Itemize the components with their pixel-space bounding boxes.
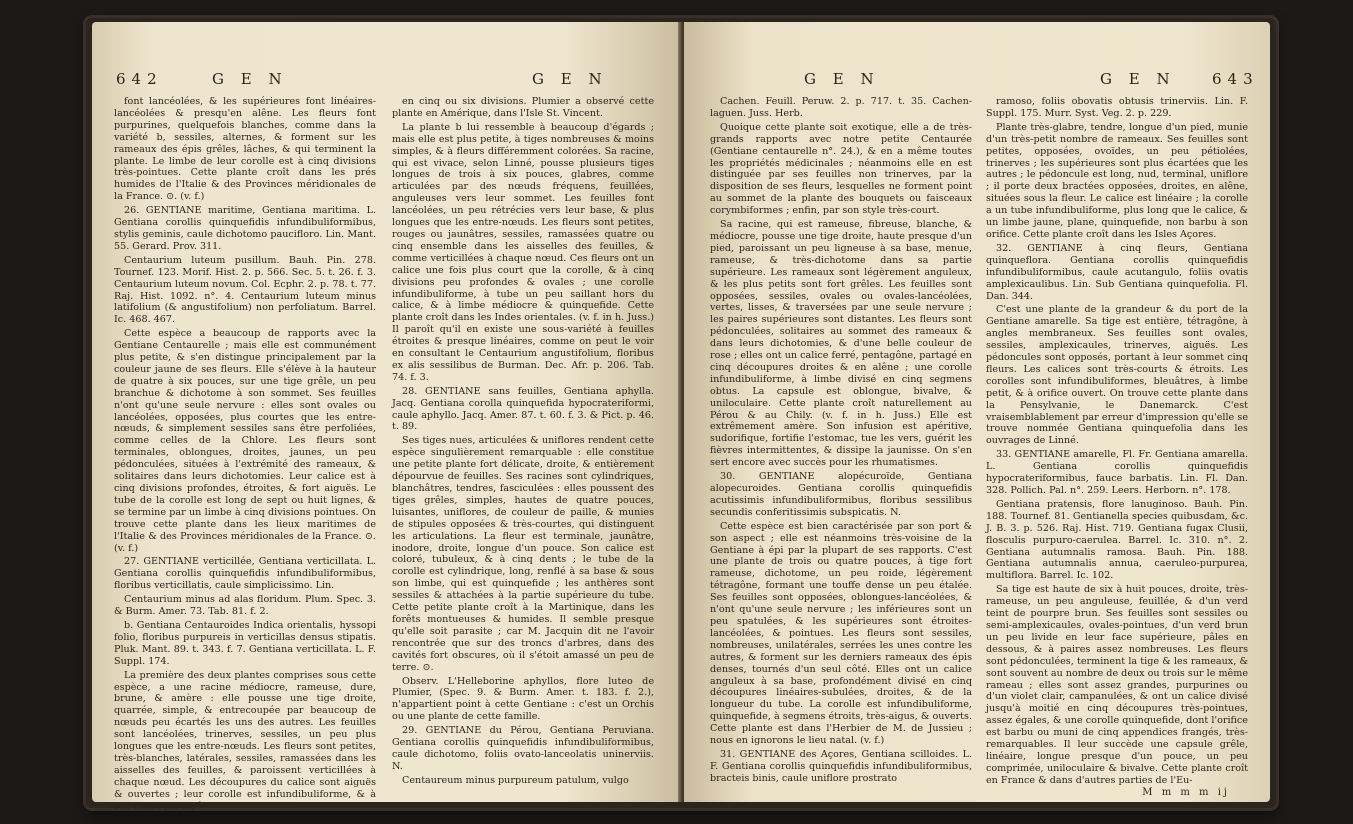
paragraph: 33. GENTIANE amarelle, Fl. Fr. Gentiana amarella. L. Gentiana corollis quinquefidis hypocrateriformibus, fauce barbatis. Lin. Fl. Dan. 328. Pollich. Pal. n°. 259. Leers. Herborn. n°. 178. xyxy=(986,449,1248,496)
left-head-word-1: G E N xyxy=(212,70,288,88)
open-book xyxy=(86,18,1276,812)
left-page-number: 642 xyxy=(116,70,163,88)
paragraph: 28. GENTIANE sans feuilles, Gentiana aphylla. Jacq. Gentiana corolla quinquefida hypocrateriformi, caule aphyllo. Jacq. Amer. 87. t. 60. f. 3. & Pict. p. 46. t. 89. xyxy=(392,385,654,433)
paragraph: Observ. L'Helleborine aphyllos, flore luteo de Plumier, (Spec. 9. & Burm. Amer. t. 183. f. 2.), n'appartient point à cette Gentiane : c'est un Orchis ou une plante de cette famille. xyxy=(392,675,654,723)
right-head-word-2: G E N xyxy=(1100,70,1176,88)
right-column-2 xyxy=(986,96,1248,796)
right-running-head xyxy=(684,70,1270,92)
paragraph: La première des deux plantes comprises sous cette espèce, a une racine médiocre, rameuse, dure, brune, & amère : elle pousse une tige droite, quarrée, simple, & entrecoupée par beaucoup de nœuds peu écartés les uns des autres. Les feuilles sont lancéolées, trinerves, sessiles, un peu plus longues que les entre-nœuds. Les fleurs sont petites, très-blanches, latérales, sessiles, ramassées dans les aisselles des feuilles, & paroissent verticillées à chaque nœud. Les découpures du calice sont aiguës & ouvertes ; leur corolle est infundibuliforme, & à son limbe partagé xyxy=(114,669,376,812)
left-column-1 xyxy=(114,96,376,812)
paragraph: Sa tige est haute de six à huit pouces, droite, très-rameuse, un peu anguleuse, feuillée, & d'un verd teint de pourpre brun. Ses feuilles sont sessiles ou semi-amplexicaules, ovales-pointues, d'un verd brun un peu livide en leur face supérieure, pâles en dessous, & à paires assez nombreuses. Les fleurs sont pédonculées, terminent la tige & les rameaux, & sont souvent au nombre de deux ou trois sur le même rameau ; elles sont assez grandes, purpurines ou d'un violet clair, campanulées, & ont un calice divisé jusqu'à moitié en cinq découpures très-pointues, assez égales, & une corolle quinquefide, dont l'orifice est barbu ou muni de cinq appendices frangés, très-remarquables. Il leur succède une capsule grêle, linéaire, longue presque d'un pouce, un peu comprimée, uniloculaire & bivalve. Cette plante croît en France & dans d'autres parties de l'Eu- xyxy=(986,584,1248,786)
paragraph: Centaurium luteum pusillum. Bauh. Pin. 278. Tournef. 123. Morif. Hist. 2. p. 566. Sec. 5. t. 26. f. 3. Centaurium luteum novum. Col. Ecphr. 2. p. 78. t. 77. Raj. Hist. 1092. n°. 4. Centaurium luteum minus latifolium (& angustifolium) non perfoliatum. Barrel. Ic. 468. 467. xyxy=(114,254,376,326)
paragraph: Centaureum minus purpureum patulum, vulgo xyxy=(402,774,629,786)
paragraph: 32. GENTIANE à cinq fleurs, Gentiana quinqueflora. Gentiana corollis quinquefidis infundibuliformibus, caule acutangulo, foliis ovatis amplexicaulibus. Lin. Sub Gentiana quinquefolia. Fl. Dan. 344. xyxy=(986,242,1248,302)
paragraph: ramoso, foliis obovatis obtusis trinerviis. Lin. F. Suppl. 175. Murr. Syst. Veg. 2. p. 229. xyxy=(986,96,1248,119)
right-column-1 xyxy=(710,96,972,796)
paragraph: 27. GENTIANE verticillée, Gentiana verticillata. L. Gentiana corollis quinquefidis infundibuliformibus, floribus verticillatis, caule simplicissimo. Lin. xyxy=(114,556,376,592)
paragraph: Ses tiges nues, articulées & uniflores rendent cette espèce singulièrement remarquable : elle constitue une petite plante fort délicate, droite, & entièrement dépourvue de feuilles. Ses racines sont cylindriques, blanchâtres, tendres, fasciculées : elles poussent des tiges grêles, simples, hautes de quatre pouces, luisantes, uniflores, de couleur de paille, & munies de stipules opposées & très-courtes, qui distinguent les articulations. La fleur est terminale, jaunâtre, inodore, droite, longue d'un pouce. Son calice est coloré, tubuleux, & à cinq dents ; le tube de la corolle est cylindrique, long, renflé à sa base & sous son limbe, qui est quinquefide ; les anthères sont sessiles & attachées à la partie supérieure du tube. Cette petite plante croît à la Martinique, dans les forêts montueuses & humides. Il semble presque qu'elle soit parasite ; car M. Jacquin dit ne l'avoir rencontrée que sur des troncs d'arbres, dans des cavités fort obscures, où il s'étoit amassé un peu de terre. ⊙. xyxy=(392,435,654,673)
paragraph: en cinq ou six divisions. Plumier a observé cette plante en Amérique, dans l'Isle St. Vincent. xyxy=(392,96,654,119)
paragraph: Cette espèce a beaucoup de rapports avec la Gentiane Centaurelle ; mais elle est communément plus petite, & s'en distingue principalement par la couleur jaune de ses fleurs. Elle s'élève à la hauteur de quatre à six pouces, sur une tige grêle, un peu branchue & dichotome à son sommet. Ses feuilles n'ont qu'une seule nervure : elles sont ovales ou lancéolées, opposées, plus courtes que les entre-nœuds, & simplement sessiles sans être perfoliées, comme celles de la Chlore. Les fleurs sont terminales, oblongues, droites, jaunes, un peu pédonculées, situées à l'extrémité des rameaux, & solitaires dans leurs dichotomies. Leur calice est à cinq divisions profondes, étroites, & fort aiguës. Le tube de la corolle est long de sept ou huit lignes, & se termine par un limbe à cinq divisions pointues. On trouve cette plante dans les lieux maritimes de l'Italie & des Provinces méridionales de la France. ⊙. (v. f.) xyxy=(114,328,376,554)
paragraph: 26. GENTIANE maritime, Gentiana maritima. L. Gentiana corollis quinquefidis infundibuliformibus, stylis geminis, caule dichotomo paucifloro. Lin. Mant. 55. Gerard. Prov. 311. xyxy=(114,205,376,252)
paragraph: font lancéolées, & les supérieures font linéaires-lancéolées & presqu'en alêne. Les fleurs font purpurines, quelquefois blanches, comme dans la variété b, sessiles, alternes, & forment sur les rameaux des épis grêles, lâches, & qui terminent la plante. Le limbe de leur corolle est à cinq divisions très-pointues. Cette plante croît dans les prés humides de l'Italie & des Provinces méridionales de la France. ⊙. (v. f.) xyxy=(114,96,376,203)
paragraph: b. Gentiana Centauroides Indica orientalis, hyssopi folio, floribus purpureis in verticillas densus stipatis. Pluk. Mant. 89. t. 343. f. 7. Gentiana verticillata. L. F. Suppl. 174. xyxy=(114,619,376,667)
paragraph: Quoique cette plante soit exotique, elle a de très-grands rapports avec notre petite Centaurée (Gentiane centaurelle n°. 24.), & en a même toutes les propriétés médicinales ; néanmoins elle en est distinguée par ses feuilles non trinerves, par la disposition de ses fleurs, lesquelles ne forment point au sommet de la plante des bouquets ou faisceaux corymbiformes ; enfin, par son style très-court. xyxy=(710,121,972,217)
paragraph: Cette espèce est bien caractérisée par son port & son aspect ; elle est néanmoins très-voisine de la Gentiane à épi par la plupart de ses rapports. C'est une plante de trois ou quatre pouces, à tige fort rameuse, dichotome, un peu roide, légèrement tétragône, formant une touffe dense un peu étalée. Ses feuilles sont opposées, oblongues-lancéolées, & n'ont qu'une seule nervure ; les inférieures sont un peu spatulées, & les supérieures sont étroites-lancéolées, & pointues. Les fleurs sont sessiles, nombreuses, unilatérales, serrées les unes contre les autres, & forment sur les derniers rameaux des épis denses, tournés d'un seul côté. Elles ont un calice anguleux à sa base, profondément divisé en cinq découpures linéaires-subulées, droites, & de la longueur du tube. La corolle est infundibuliforme, quinquefide, à segmens étroits, très-aigus, & ouverts. Cette plante est dans l'Herbier de M. de Jussieu ; nous en ignorons le lieu natal. (v. f.) xyxy=(710,520,972,747)
paragraph: 31. GENTIANE des Açores, Gentiana scilloides. L. F. Gentiana corollis quinquefidis infundibuliformibus, bracteis binis, caule uniflore prostrato xyxy=(710,748,972,784)
left-running-head xyxy=(92,70,682,92)
paragraph: Plante très-glabre, tendre, longue d'un pied, munie d'un très-petit nombre de rameaux. Ses feuilles sont petites, opposées, ovoïdes, un peu pétiolées, trinerves ; les supérieures sont plus écartées que les autres ; le pédoncule est long, nud, terminal, uniflore ; il porte deux bractées opposées, droites, en alêne, situées sous la fleur. Le calice est linéaire ; la corolle a un tube infundibuliforme, plus long que le calice, & un limbe jaune, plane, quinquefide, non barbu à son orifice. Cette plante croît dans les Isles Açores. xyxy=(986,121,1248,240)
left-page xyxy=(92,22,682,812)
paragraph: 30. GENTIANE alopécuroïde, Gentiana alopecuroides. Gentiana corollis quinquefidis acutissimis infundibuliformibus, floribus sessilibus secundis conferitissimis subspicatis. N. xyxy=(710,471,972,518)
paragraph: Gentiana pratensis, flore lanuginoso. Bauh. Pin. 188. Tournef. 81. Gentianella species quibusdam, &c. J. B. 3. p. 526. Raj. Hist. 719. Gentiana fugax Clusii, flosculis purpuro-caerulea. Barrel. Ic. 310. n°. 2. Gentiana autumnalis ramosa. Bauh. Pin. 188. Gentiana autumnalis annua, caeruleo-purpurea, multiflora. Barrel. Ic. 102. xyxy=(986,498,1248,582)
paragraph: La plante b lui ressemble à beaucoup d'égards ; mais elle est plus petite, à tiges nombreuses & moins simples, & à fleurs différemment colorées. Sa racine, qui est vivace, selon Linné, pousse plusieurs tiges longues de trois à six pouces, glabres, comme articulées par des nœuds fréquens, feuillées, anguleuses vers leur sommet. Les feuilles font lancéolées, un peu rétrécies vers leur base, & plus longues que les entre-nœuds. Les fleurs sont petites, rouges ou jaunâtres, sessiles, ramassées quatre ou cinq ensemble dans les aisselles des feuilles, & comme verticillées à chaque nœud. Ces fleurs ont un calice une fois plus court que la corolle, & à cinq divisions peu profondes & ovales ; une corolle infundibuliforme, à tube un peu saillant hors du calice, & à limbe médiocre & quinquefide. Cette plante croît dans les Indes orientales. (v. f. in h. Juss.) Il paroît qu'il en existe une sous-variété à feuilles étroites & presque linéaires, comme on peut le voir en consultant le Centaurium angustifolium, floribus ex alis sessilibus de Burman. Dec. Afr. p. 206. Tab. 74. f. 3. xyxy=(392,121,654,383)
paragraph: C'est une plante de la grandeur & du port de la Gentiane amarelle. Sa tige est entière, tétragône, à angles membraneux. Ses feuilles sont ovales, sessiles, amplexicaules, trinerves, aiguës. Les pédoncules sont opposés, portant à leur sommet cinq fleurs. Les calices sont très-courts & étroits. Les corolles sont infundibuliformes, bleuâtres, à limbe petit, & à orifice ouvert. On trouve cette plante dans la Pensylvanie, le Danemarck. C'est vraisemblablement par erreur d'impression qu'elle se trouve nommée Gentiana quinquefolia dans les ouvrages de Linné. xyxy=(986,304,1248,447)
right-page-number: 643 xyxy=(1212,70,1259,88)
signature-mark: M m m m ij xyxy=(1142,787,1230,798)
right-page xyxy=(684,22,1270,802)
left-column-2 xyxy=(392,96,654,796)
paragraph: 29. GENTIANE du Pérou, Gentiana Peruviana. Gentiana corollis quinquefidis infundibuliformibus, caule dichotomo, foliis ovato-lanceolatis uninerviis. N. xyxy=(392,725,654,772)
left-head-word-2: G E N xyxy=(532,70,608,88)
paragraph: Centaurium minus ad alas floridum. Plum. Spec. 3. & Burm. Amer. 73. Tab. 81. f. 2. xyxy=(114,594,376,618)
paragraph: Sa racine, qui est rameuse, fibreuse, blanche, & médiocre, pousse une tige droite, haute presque d'un pied, paroissant un peu ligneuse à sa base, menue, rameuse, & très-dichotome dans sa partie supérieure. Les rameaux sont légèrement anguleux, & les plus petits sont fort grêles. Les feuilles sont opposées, sessiles, ovales ou ovales-lancéolées, vertes, lisses, & traversées par une seule nervure ; les paires supérieures sont distantes. Les fleurs sont pédonculées, solitaires au sommet des rameaux & dans leurs dichotomies, & d'une belle couleur de rose ; elles ont un calice ferré, pentagône, partagé en cinq découpures droites & en alêne ; une corolle infundibuliforme, à limbe divisé en cinq segmens obtus. La capsule est oblongue, bivalve, & uniloculaire. Cette plante croît naturellement au Pérou & au Chily. (v. f. in h. Juss.) Elle est extrêmement amère. Son infusion est apéritive, sudorifique, fortifie l'estomac, tue les vers, guérit les fièvres intermittentes, & dissipe la jaunisse. On s'en sert encore avec succès pour les rhumatismes. xyxy=(710,219,972,469)
paragraph: Cachen. Feuill. Peruw. 2. p. 717. t. 35. Cachen-laguen. Juss. Herb. xyxy=(710,96,972,119)
right-head-word-1: G E N xyxy=(804,70,880,88)
